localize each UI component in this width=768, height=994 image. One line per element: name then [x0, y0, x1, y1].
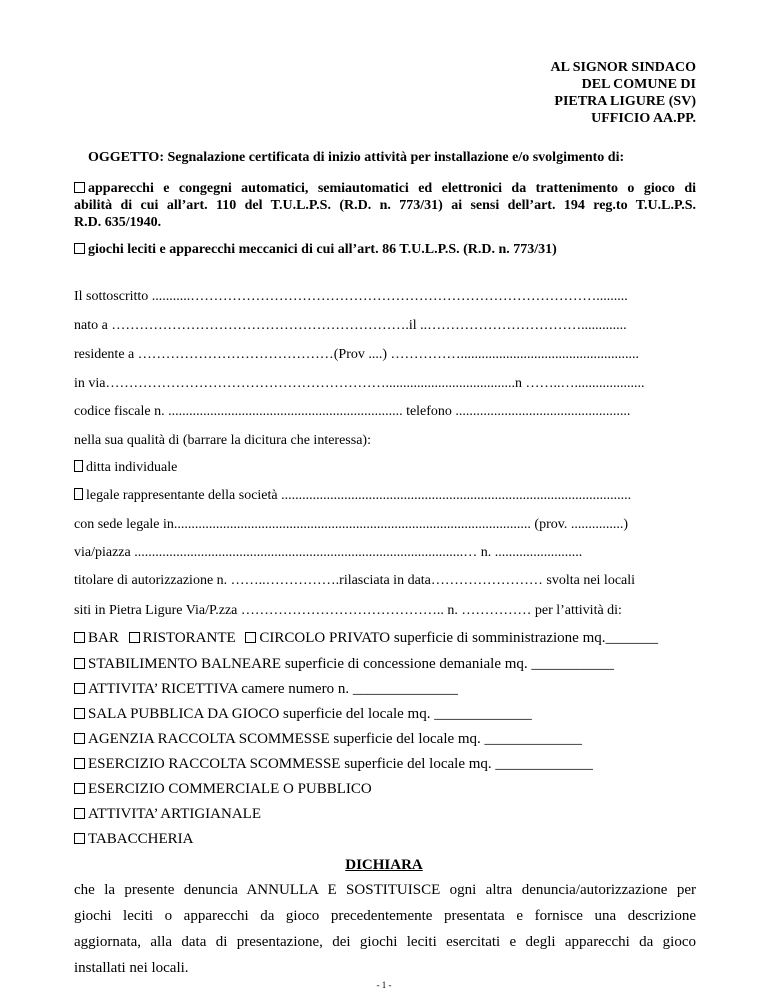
activity-esercizio-commerciale — [74, 781, 372, 798]
option-ditta-individuale[interactable] — [74, 460, 177, 476]
option-text: ditta individuale — [86, 460, 178, 475]
page-number: - 1 - — [376, 980, 392, 990]
addressee-block — [551, 59, 696, 127]
option-text: R.D. 635/1940. — [74, 215, 162, 230]
subject-option-giochi — [74, 242, 557, 258]
activity-text: TABACCHERIA — [88, 831, 194, 847]
option-text: abilità di cui all’art. 110 del T.U.L.P.S. (R.D. n. 773/31) ai sensi dell’art. 194 reg.to T.U.L.P.S. — [74, 198, 696, 213]
option-text: apparecchi e congegni automatici, semiautomatici ed elettronici da trattenimento o gioco di — [88, 181, 696, 196]
activity-text: SALA PUBBLICA DA GIOCO superficie del locale mq. _____________ — [88, 706, 532, 722]
field-codice-fiscale[interactable]: codice fiscale n. ................................................................... telefono .................................................. — [74, 404, 631, 419]
field-siti[interactable]: siti in Pietra Ligure Via/P.zza …………………………………….. n. …………… per l’attività di: — [74, 603, 622, 618]
checkbox-icon[interactable] — [74, 658, 85, 669]
declaration-heading: DICHIARA — [345, 857, 423, 873]
field-via-piazza[interactable]: via/piazza ..............................................................................................… n. ......................... — [74, 545, 583, 560]
checkbox-icon[interactable] — [74, 708, 85, 719]
activity-text: ATTIVITA’ ARTIGIANALE — [88, 806, 261, 822]
addressee-line: UFFICIO AA.PP. — [591, 111, 696, 126]
checkbox-icon[interactable] — [245, 632, 256, 643]
field-titolare-autorizzazione[interactable]: titolare di autorizzazione n. ……..…………….rilasciata in data…………………… svolta nei locali — [74, 573, 636, 588]
declaration-line: che la presente denuncia ANNULLA E SOSTITUISCE ogni altra denuncia/autorizzazione per — [74, 882, 696, 898]
option-legale-rappresentante[interactable] — [74, 488, 631, 504]
field-sede-legale[interactable]: con sede legale in...................................................................................................... (prov. ...............) — [74, 517, 628, 532]
checkbox-icon[interactable] — [74, 632, 85, 643]
declaration-line: installati nei locali. — [74, 960, 189, 976]
addressee-line: AL SIGNOR SINDACO — [550, 60, 696, 75]
field-via[interactable]: in via…………………………………………………….....................................n ……..….................... — [74, 376, 645, 391]
field-residente[interactable]: residente a ……………………………………(Prov ....) ……………................................................... — [74, 347, 640, 362]
activity-text: AGENZIA RACCOLTA SCOMMESSE superficie del locale mq. _____________ — [88, 731, 583, 747]
checkbox-icon[interactable] — [74, 783, 85, 794]
checkbox-icon[interactable] — [74, 758, 85, 769]
activity-ricettiva — [74, 681, 458, 698]
activity-ristorante: RISTORANTE — [142, 630, 236, 646]
addressee-line: DEL COMUNE DI — [581, 77, 696, 92]
field-nato-a[interactable]: nato a ……………………………………………………….il ..……………………………............. — [74, 318, 627, 333]
checkbox-icon[interactable] — [74, 833, 85, 844]
checkbox-icon[interactable] — [74, 733, 85, 744]
checkbox-icon[interactable] — [74, 488, 83, 500]
subject-option-apparecchi — [74, 180, 696, 231]
checkbox-icon[interactable] — [74, 460, 83, 472]
qualita-label: nella sua qualità di (barrare la dicitura che interessa): — [74, 433, 371, 448]
declaration-line: aggiornata, alla data di presentazione, dei giochi leciti esercitati e degli apparecchi da gioco — [74, 934, 696, 950]
declaration-line: giochi leciti o apparecchi da gioco precedentemente presentata e fornisce una descrizione — [74, 908, 696, 924]
option-text: giochi leciti e apparecchi meccanici di cui all’art. 86 T.U.L.P.S. (R.D. n. 773/31) — [88, 242, 557, 257]
subject-heading: OGGETTO: Segnalazione certificata di inizio attività per installazione e/o svolgimento di: — [88, 150, 625, 165]
addressee-line: PIETRA LIGURE (SV) — [554, 94, 696, 109]
checkbox-icon[interactable] — [129, 632, 140, 643]
checkbox-icon[interactable] — [74, 182, 85, 193]
option-text: legale rappresentante della società .................................................................................................... — [86, 488, 632, 503]
activity-text: ESERCIZIO COMMERCIALE O PUBBLICO — [88, 781, 372, 797]
checkbox-icon[interactable] — [74, 683, 85, 694]
activity-text: ESERCIZIO RACCOLTA SCOMMESSE superficie del locale mq. _____________ — [88, 756, 593, 772]
activity-bar: BAR — [88, 630, 119, 646]
activity-sala-gioco — [74, 706, 532, 723]
checkbox-icon[interactable] — [74, 243, 85, 254]
activity-text: STABILIMENTO BALNEARE superficie di concessione demaniale mq. ___________ — [88, 656, 614, 672]
activity-circolo: CIRCOLO PRIVATO superficie di somministrazione mq._______ — [259, 630, 658, 646]
field-sottoscritto[interactable]: Il sottoscritto ...........……………………………………………………………………………......... — [74, 289, 628, 304]
activity-tabaccheria — [74, 831, 193, 848]
activities-row-1 — [74, 630, 658, 647]
checkbox-icon[interactable] — [74, 808, 85, 819]
activity-agenzia — [74, 731, 582, 748]
activity-artigianale — [74, 806, 261, 823]
activity-stabilimento — [74, 656, 614, 673]
activity-esercizio-scommesse — [74, 756, 593, 773]
activity-text: ATTIVITA’ RICETTIVA camere numero n. ______________ — [88, 681, 458, 697]
